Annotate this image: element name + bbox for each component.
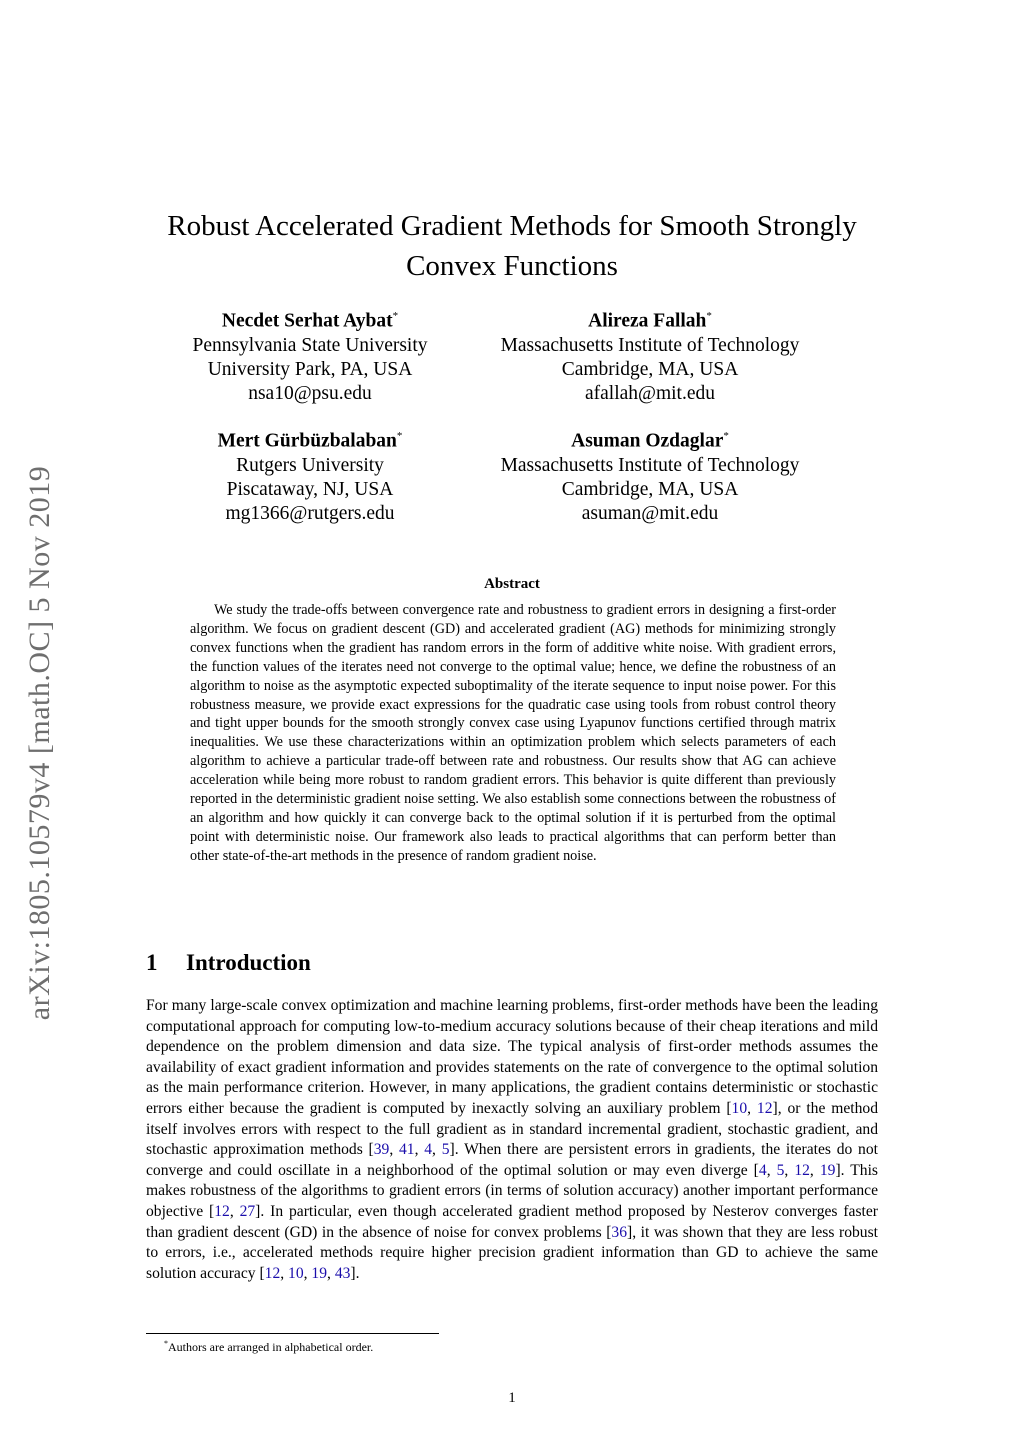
arxiv-id-text: arXiv:1805.10579v4 [math.OC] 5 Nov 2019: [23, 465, 57, 1021]
text-run: ]. In particular, even though accelerated gradient method proposed by Nesterov converges faster than gradient descent (GD) in the absence of noise for convex problems [: [146, 1202, 878, 1241]
citation-link[interactable]: 10: [731, 1099, 748, 1117]
author-location: Piscataway, NJ, USA: [226, 478, 394, 500]
author-mark: *: [723, 430, 729, 442]
citation-link[interactable]: 4: [424, 1141, 433, 1159]
citation-link[interactable]: 19: [819, 1161, 836, 1179]
text-run: ].: [350, 1264, 360, 1282]
author-location: Cambridge, MA, USA: [561, 358, 739, 380]
abstract-body: We study the trade-offs between convergence rate and robustness to gradient errors in designing a first-order algorithm. We focus on gradient descent (GD) and accelerated gradient (AG) methods for minimizing strongly convex functions when the gradient has random errors in the form of additive white noise. With gradient errors, the function values of the iterates need not converge to the optimal value; hence, we define the robustness of an algorithm to noise as the asymptotic expected suboptimality of the iterate sequence to input noise power. For this robustness measure, we provide exact expressions for the quadratic case using tools from robust control theory and tight upper bounds for the smooth strongly convex case using Lyapunov functions certified through matrix inequalities. We use these characterizations within an optimization problem which selects parameters of each algorithm to achieve a particular trade-off between rate and robustness. Our results show that AG can achieve acceleration while being more robust to random gradient errors. This behavior is quite different than previously reported in the deterministic gradient noise setting. We also establish some connections between the robustness of an algorithm and how quickly it can converge back to the optimal solution if it is perturbed from the optimal point with deterministic noise. Our framework also leads to practical algorithms that can perform better than other state-of-the-art methods in the presence of random gradient noise.: [190, 602, 836, 864]
author-block: [470, 304, 830, 406]
arxiv-identifier: [18, 428, 62, 1058]
citation-link[interactable]: 39: [373, 1141, 390, 1159]
text-run: ], or the method itself involves errors with respect to the full gradient as in standard incremental gradient, stochastic gradient, and stochastic approximation methods [: [146, 1099, 879, 1159]
intro-paragraph: For many large-scale convex optimization and machine learning problems, first-order methods have been the leading computational approach for computing low-to-medium accuracy solutions because of their cheap iterations and mild dependence on the problem dimension and data size. The typical analysis of first-order methods assumes the availability of exact gradient information and provides statements on the rate of convergence to the optimal solution as the main performance criterion. However, in many applications, the gradient contains deterministic or stochastic errors either because the gradient is computed by inexactly solving an auxiliary problem [10, 12], or the method itself involves errors with respect to the full gradient as in standard incremental gradient, stochastic gradient, and stochastic approximation methods [39, 41, 4, 5]. When there are persistent errors in gradients, the iterates do not converge and could oscillate in a neighborhood of the optimal solution or may even diverge [4, 5, 12, 19]. This makes robustness of the algorithms to gradient errors (in terms of solution accuracy) another important performance objective [12, 27]. In particular, even though accelerated gradient method proposed by Nesterov converges faster than gradient descent (GD) in the absence of noise for convex problems [36], it was shown that they are less robust to errors, i.e., accelerated methods require higher precision gradient information than GD to achieve the same solution accuracy [12, 10, 19, 43].: [146, 997, 879, 1282]
author-block: [470, 424, 830, 526]
citation-link[interactable]: 36: [611, 1223, 627, 1241]
author-mark: *: [706, 310, 712, 322]
citation-link[interactable]: 5: [441, 1141, 450, 1159]
citation-link[interactable]: 10: [288, 1264, 304, 1282]
citation-link[interactable]: 12: [756, 1099, 773, 1117]
page-number: 1: [508, 1390, 516, 1406]
author-name: Mert Gürbüzbalaban: [217, 430, 397, 452]
footnote-mark: *: [164, 1339, 168, 1348]
author-location: Cambridge, MA, USA: [561, 478, 739, 500]
section-title: Introduction: [186, 950, 311, 975]
author-affiliation: Massachusetts Institute of Technology: [500, 454, 800, 476]
text-run: ]. When there are persistent errors in gradients, the iterates do not converge and could oscillate in a neighborhood of the optimal solution or may even diverge [: [146, 1141, 878, 1179]
citation-link[interactable]: 27: [239, 1202, 256, 1220]
author-email: afallah@mit.edu: [584, 382, 716, 404]
footnote-text: Authors are arranged in alphabetical order.: [168, 1340, 374, 1354]
text-run: ], it was shown that they are less robust to errors, i.e., accelerated methods require higher precision gradient information than GD to achieve the same solution accuracy [: [146, 1223, 878, 1282]
citation-link[interactable]: 12: [794, 1161, 810, 1179]
author-affiliation: Massachusetts Institute of Technology: [500, 334, 800, 356]
author-name: Necdet Serhat Aybat: [221, 310, 393, 332]
citation-link[interactable]: 5: [776, 1161, 785, 1179]
footnote: [164, 1339, 373, 1355]
citation-link[interactable]: 12: [214, 1202, 230, 1220]
author-name: Asuman Ozdaglar: [571, 430, 724, 452]
author-name: Alireza Fallah: [588, 310, 707, 332]
paper-title: Robust Accelerated Gradient Methods for Smooth Strongly Convex Functions: [167, 210, 857, 282]
author-mark: *: [392, 310, 399, 322]
author-email: nsa10@psu.edu: [248, 382, 372, 404]
section-heading: [146, 950, 311, 976]
abstract-heading: Abstract: [484, 576, 540, 592]
citation-link[interactable]: 19: [311, 1264, 328, 1282]
author-email: mg1366@rutgers.edu: [225, 502, 395, 524]
text-run: For many large-scale convex optimization and machine learning problems, first-order methods have been the leading computational approach for computing low-to-medium accuracy solutions because of their cheap iterations and mild dependence on the problem dimension and data size. The typical analysis of first-order methods assumes the availability of exact gradient information and provides statements on the rate of convergence to the optimal solution as the main performance criterion. However, in many applications, the gradient contains deterministic or stochastic errors either because the gradient is computed by inexactly solving an auxiliary problem [: [146, 997, 878, 1117]
citation-link[interactable]: 43: [334, 1264, 351, 1282]
author-email: asuman@mit.edu: [581, 502, 719, 524]
citation-link[interactable]: 41: [399, 1141, 415, 1159]
author-mark: *: [396, 430, 403, 442]
author-block: [150, 304, 470, 406]
footnote-rule: [146, 1333, 439, 1334]
text-run: ]. This makes robustness of the algorithms to gradient errors (in terms of solution accuracy) another important performance objective [: [146, 1161, 878, 1220]
section-number: 1: [146, 950, 158, 975]
author-affiliation: Pennsylvania State University: [192, 334, 428, 356]
citation-link[interactable]: 12: [264, 1264, 281, 1282]
author-location: University Park, PA, USA: [207, 358, 413, 380]
author-affiliation: Rutgers University: [236, 454, 384, 476]
author-block: [150, 424, 470, 526]
citation-link[interactable]: 4: [758, 1161, 767, 1179]
